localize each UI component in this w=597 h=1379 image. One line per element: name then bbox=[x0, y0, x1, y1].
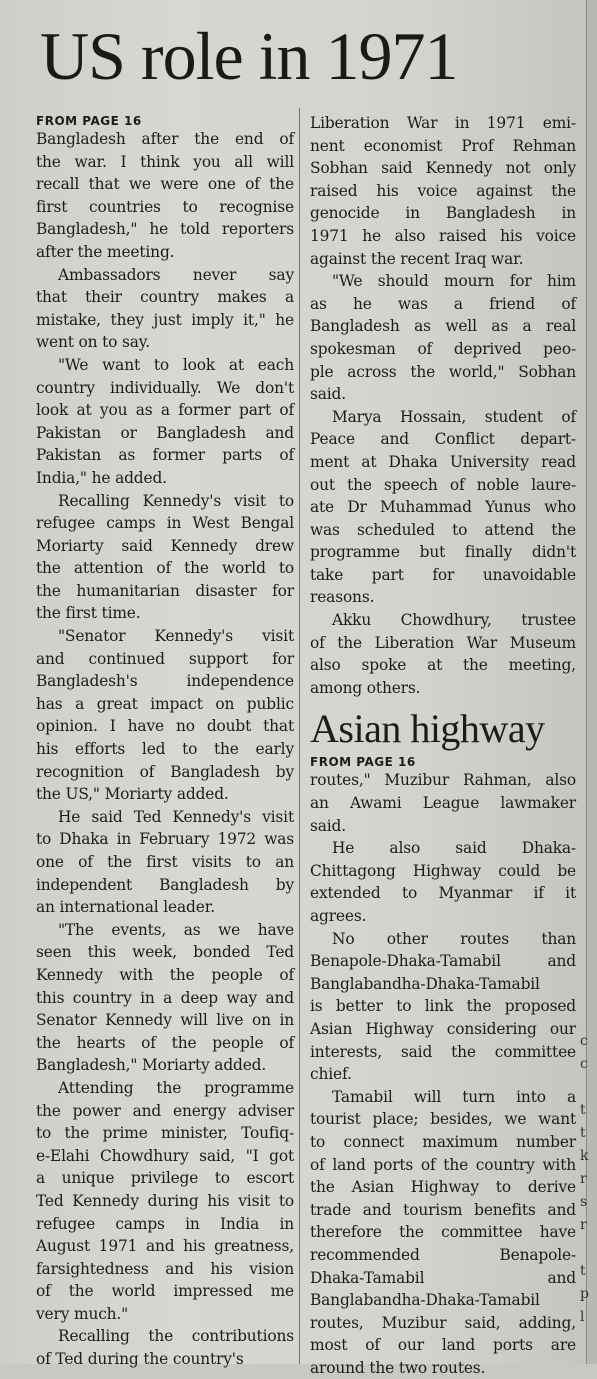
text-line: August 1971 and his greatness, bbox=[36, 1237, 294, 1256]
text-line: that their country makes a bbox=[36, 288, 294, 307]
paragraph bbox=[36, 128, 294, 264]
text-line: Recalling the contributions bbox=[58, 1327, 294, 1346]
edge-letter: p bbox=[580, 1286, 589, 1302]
text-line: Bangladesh," Moriarty added. bbox=[36, 1056, 267, 1075]
text-line: routes," Muzibur Rahman, also bbox=[310, 771, 576, 790]
text-line: Chittagong Highway could be bbox=[310, 861, 576, 880]
text-line: after the meeting. bbox=[36, 242, 175, 261]
headline: US role in 1971 bbox=[40, 18, 458, 94]
text-line: recognition of Bangladesh by bbox=[36, 762, 294, 781]
text-line: said. bbox=[310, 385, 346, 404]
text-line: Kennedy with the people of bbox=[36, 965, 294, 984]
text-line: nent economist Prof Rehman bbox=[310, 136, 576, 155]
text-line: his efforts led to the early bbox=[36, 740, 294, 759]
text-line: the humanitarian disaster for bbox=[36, 581, 294, 600]
text-line: very much." bbox=[36, 1304, 129, 1323]
text-line: an Awami League lawmaker bbox=[310, 794, 576, 813]
text-line: opinion. I have no doubt that bbox=[36, 717, 294, 736]
edge-letter: t bbox=[580, 1263, 586, 1279]
text-line: "We want to look at each bbox=[58, 355, 294, 374]
text-line: Ambassadors never say bbox=[58, 265, 294, 284]
text-line: Peace and Conflict depart- bbox=[310, 430, 576, 449]
text-line: Benapole-Dhaka-Tamabil and bbox=[310, 952, 576, 971]
text-line: Sobhan said Kennedy not only bbox=[310, 159, 576, 178]
text-line: said. bbox=[310, 816, 346, 835]
edge-letter bbox=[580, 1076, 594, 1099]
text-line: to Dhaka in February 1972 was bbox=[36, 830, 294, 849]
edge-letter: l bbox=[580, 1309, 585, 1325]
text-line: recommended Benapole- bbox=[310, 1245, 576, 1264]
edge-letter: c bbox=[580, 1033, 588, 1049]
text-line: ate Dr Muhammad Yunus who bbox=[310, 498, 576, 517]
text-line: Bangladesh's independence bbox=[36, 672, 294, 691]
text-line: routes, Muzibur said, adding, bbox=[310, 1313, 576, 1332]
text-line: therefore the committee have bbox=[310, 1223, 576, 1242]
text-line: Attending the programme bbox=[58, 1078, 294, 1097]
text-line: the first time. bbox=[36, 604, 141, 623]
text-line: He also said Dhaka- bbox=[332, 839, 576, 858]
text-line: agrees. bbox=[310, 907, 367, 925]
text-line: Pakistan as former parts of bbox=[36, 446, 294, 465]
text-line: the war. I think you all will bbox=[36, 152, 294, 171]
paragraph bbox=[310, 928, 576, 1086]
text-line: and continued support for bbox=[36, 649, 294, 668]
edge-letter: r bbox=[580, 1217, 587, 1233]
paragraph bbox=[310, 609, 576, 699]
paragraph bbox=[36, 1325, 294, 1370]
text-line: Akku Chowdhury, trustee bbox=[332, 611, 576, 630]
text-line: the US," Moriarty added. bbox=[36, 785, 229, 804]
text-line: the power and energy adviser bbox=[36, 1101, 294, 1120]
text-line: was scheduled to attend the bbox=[310, 520, 576, 539]
text-line: Senator Kennedy will live on in bbox=[36, 1011, 294, 1030]
text-line: the Asian Highway to derive bbox=[310, 1178, 576, 1197]
text-line: first countries to recognise bbox=[36, 197, 294, 216]
paragraph bbox=[310, 112, 576, 270]
text-line: Marya Hossain, student of bbox=[332, 407, 576, 426]
text-line: also spoke at the meeting, bbox=[310, 656, 576, 675]
text-line: to connect maximum number bbox=[310, 1132, 576, 1151]
text-line: to the prime minister, Toufiq- bbox=[36, 1124, 294, 1143]
text-line: extended to Myanmar if it bbox=[310, 884, 576, 903]
text-line: Dhaka-Tamabil and bbox=[310, 1268, 576, 1287]
text-line: country individually. We don't bbox=[36, 378, 294, 397]
paragraph bbox=[36, 625, 294, 806]
text-line: recall that we were one of the bbox=[36, 175, 294, 194]
text-line: is better to link the proposed bbox=[310, 997, 576, 1016]
edge-letter bbox=[580, 1237, 594, 1260]
text-line: ment at Dhaka University read bbox=[310, 452, 576, 471]
text-line: one of the first visits to an bbox=[36, 853, 294, 871]
text-line: Moriarty said Kennedy drew bbox=[36, 536, 294, 555]
text-line: ple across the world," Sobhan bbox=[310, 362, 576, 381]
text-line: interests, said the committee bbox=[310, 1042, 576, 1061]
text-line: look at you as a former part of bbox=[36, 401, 294, 420]
text-line: of Ted during the country's bbox=[36, 1350, 244, 1369]
left-column-body bbox=[36, 128, 294, 1371]
text-line: Ted Kennedy during his visit to bbox=[36, 1191, 294, 1210]
text-line: among others. bbox=[310, 678, 421, 697]
edge-letter: r bbox=[580, 1171, 587, 1187]
text-line: raised his voice against the bbox=[310, 181, 576, 200]
text-line: the attention of the world to bbox=[36, 559, 294, 578]
text-line: this country in a deep way and bbox=[36, 988, 294, 1007]
right-column-body-top bbox=[310, 112, 576, 699]
right-column-body-bottom bbox=[310, 769, 576, 1379]
paragraph bbox=[36, 806, 294, 919]
text-line: Liberation War in 1971 emi- bbox=[310, 114, 576, 132]
text-line: Bangladesh after the end of bbox=[36, 130, 294, 148]
text-line: Tamabil will turn into a bbox=[332, 1087, 576, 1106]
text-line: against the recent Iraq war. bbox=[310, 249, 524, 268]
paragraph bbox=[310, 769, 576, 837]
text-line: "We should mourn for him bbox=[332, 272, 576, 291]
subhead-asian-highway: Asian highway bbox=[310, 706, 545, 752]
text-line: India," he added. bbox=[36, 468, 167, 487]
paragraph bbox=[36, 264, 294, 354]
kicker-from-page-2: FROM PAGE 16 bbox=[310, 755, 416, 770]
text-line: chief. bbox=[310, 1065, 352, 1084]
right-column bbox=[310, 112, 576, 1379]
edge-letter: s bbox=[580, 1194, 588, 1210]
paragraph bbox=[310, 1086, 576, 1379]
edge-letter: t bbox=[580, 1125, 586, 1141]
edge-letter: t bbox=[580, 1102, 586, 1118]
text-line: mistake, they just imply it," he bbox=[36, 310, 294, 329]
adjacent-column-letters bbox=[580, 1030, 594, 1329]
text-line: "The events, as we have bbox=[58, 920, 294, 939]
text-line: tourist place; besides, we want bbox=[310, 1110, 576, 1129]
kicker-from-page: FROM PAGE 16 bbox=[36, 114, 142, 128]
text-line: of the Liberation War Museum bbox=[310, 633, 576, 652]
edge-letter: k bbox=[580, 1148, 589, 1164]
text-line: the hearts of the people of bbox=[36, 1033, 294, 1052]
text-line: farsightedness and his vision bbox=[36, 1259, 294, 1278]
left-column bbox=[36, 112, 294, 1371]
text-line: Pakistan or Bangladesh and bbox=[36, 423, 294, 442]
text-line: 1971 he also raised his voice bbox=[310, 226, 576, 245]
text-line: a unique privilege to escort bbox=[36, 1169, 294, 1188]
text-line: of the world impressed me bbox=[36, 1282, 294, 1301]
text-line: "Senator Kennedy's visit bbox=[58, 627, 294, 646]
paragraph bbox=[36, 1077, 294, 1326]
text-line: independent Bangladesh by bbox=[36, 875, 294, 894]
paragraph bbox=[310, 406, 576, 609]
text-line: e-Elahi Chowdhury said, "I got bbox=[36, 1146, 294, 1165]
text-line: reasons. bbox=[310, 588, 375, 607]
text-line: seen this week, bonded Ted bbox=[36, 943, 294, 962]
text-line: He said Ted Kennedy's visit bbox=[58, 807, 294, 826]
column-divider bbox=[299, 108, 300, 1364]
paragraph bbox=[36, 919, 294, 1077]
text-line: of land ports of the country with bbox=[310, 1155, 576, 1174]
text-line: as he was a friend of bbox=[310, 294, 576, 313]
text-line: Banglabandha-Dhaka-Tamabil bbox=[310, 1291, 540, 1310]
paragraph bbox=[310, 837, 576, 927]
text-line: Bangladesh as well as a real bbox=[310, 317, 576, 336]
text-line: Asian Highway considering our bbox=[310, 1019, 576, 1038]
text-line: went on to say. bbox=[36, 333, 151, 352]
text-line: trade and tourism benefits and bbox=[310, 1200, 576, 1219]
text-line: around the two routes. bbox=[310, 1358, 486, 1377]
paragraph bbox=[310, 270, 576, 406]
paragraph bbox=[36, 354, 294, 490]
paragraph bbox=[36, 490, 294, 626]
text-line: No other routes than bbox=[332, 929, 576, 948]
text-line: an international leader. bbox=[36, 898, 215, 917]
text-line: most of our land ports are bbox=[310, 1336, 576, 1355]
text-line: refugee camps in West Bengal bbox=[36, 514, 294, 533]
text-line: spokesman of deprived peo- bbox=[310, 339, 576, 358]
edge-letter: c bbox=[580, 1056, 588, 1072]
text-line: out the speech of noble laure- bbox=[310, 475, 576, 494]
text-line: Recalling Kennedy's visit to bbox=[58, 491, 294, 510]
text-line: programme but finally didn't bbox=[310, 543, 576, 562]
text-line: Banglabandha-Dhaka-Tamabil bbox=[310, 974, 540, 993]
text-line: refugee camps in India in bbox=[36, 1214, 294, 1233]
text-line: Bangladesh," he told reporters bbox=[36, 220, 294, 239]
text-line: genocide in Bangladesh in bbox=[310, 204, 576, 223]
text-line: take part for unavoidable bbox=[310, 565, 576, 584]
text-line: has a great impact on public bbox=[36, 694, 294, 713]
